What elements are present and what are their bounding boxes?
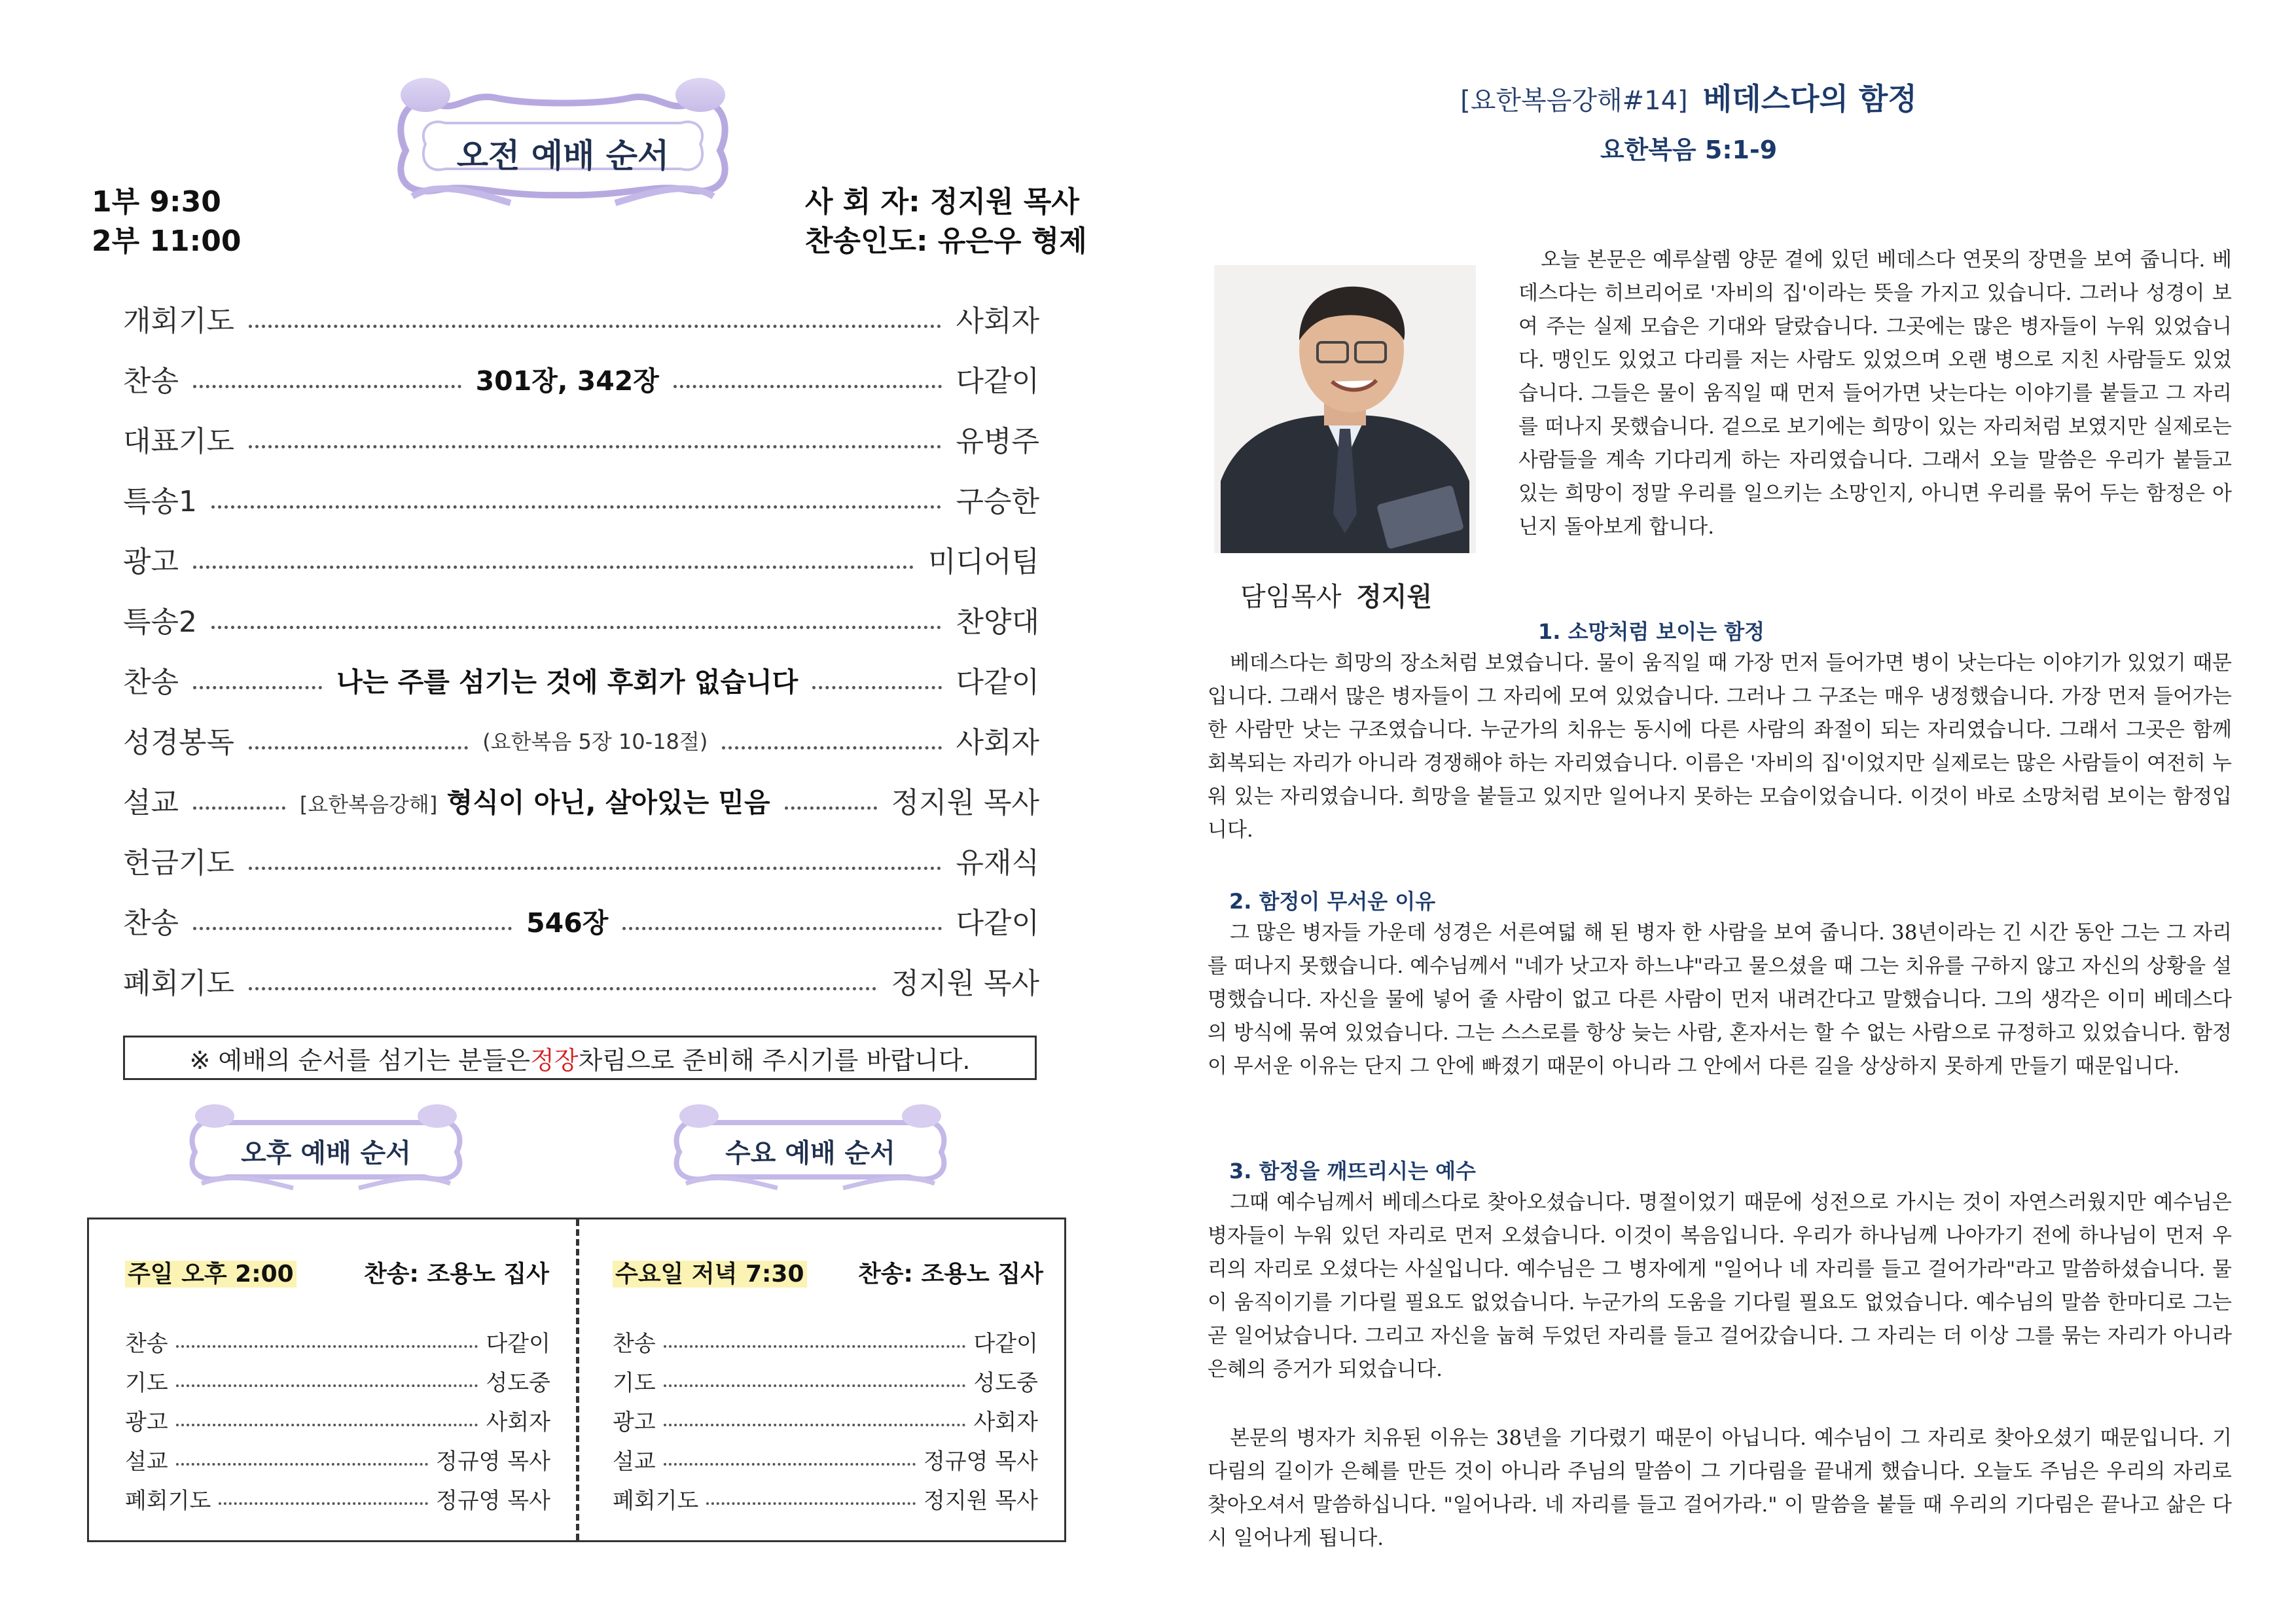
notice-emphasis: 정장 bbox=[530, 1045, 579, 1075]
order-item: 특송2 찬양대 bbox=[123, 605, 1039, 639]
pastor-photo bbox=[1214, 265, 1476, 553]
sermon-intro: 오늘 본문은 예루살렘 양문 곁에 있던 베데스다 연못의 장면을 보여 줍니다. 베데스다는 히브리어로 '자비의 집'이라는 뜻을 가지고 있습니다. 그러나 성경이 보여 주는 실제 모습은 기대와 달랐습니다. 그곳에는 많은 병자들이 누워 있었습니다. 맹인도 있었고 다리를 저는 사람도 있었으며 오랜 병으로 지친 사람들도 있었습니다. 그들은 물이 움직일 때 먼저 들어가면 낫는다는 이야기를 붙들고 그 자리를 떠나지 못했습니다. 겉으로 보기에는 희망이 있는 자리처럼 보였지만 실제로는 사람들을 계속 기다리게 하는 자리였습니다. 그래서 오늘 말씀은 우리가 붙들고 있는 희망이 정말 우리를 일으키는 소망인지, 아니면 우리를 묶어 두는 함정은 아닌지 돌아보게 합니다. bbox=[1518, 248, 2232, 539]
wednesday-time: 수요일 저녁 7:30 bbox=[613, 1255, 807, 1289]
afternoon-hymn-leader: 찬송: 조용노 집사 bbox=[364, 1261, 549, 1288]
sermon-closing: 본문의 병자가 치유된 이유는 38년을 기다렸기 때문이 아닙니다. 예수님이 그 자리로 찾아오셨기 때문입니다. 기다림의 길이가 은혜를 만든 것이 아니라 주님의 말씀이 그 기다림을 끝내게 했습니다. 오늘도 주님은 우리의 자리로 찾아오셔서 말씀하십니다. "일어나라. 네 자리를 들고 걸어가라." 이 말씀을 붙들 때 우리의 기다림은 끝나고 삶은 다시 일어나게 됩니다. bbox=[1208, 1426, 2232, 1550]
pastor-portrait-icon bbox=[1214, 265, 1476, 553]
morning-service-title: 오전 예배 순서 bbox=[456, 137, 670, 175]
afternoon-order-item: 폐회기도 정규영 목사 bbox=[125, 1487, 550, 1514]
order-item: 폐회기도 정지원 목사 bbox=[123, 967, 1039, 1000]
order-item: 성경봉독 (요한복음 5장 10-18절) 사회자 bbox=[123, 726, 1040, 759]
order-item: 특송1 구승한 bbox=[123, 485, 1039, 518]
column-divider bbox=[576, 1219, 579, 1540]
afternoon-order-item: 기도 성도중 bbox=[125, 1369, 550, 1396]
wednesday-order-item: 기도 성도중 bbox=[613, 1369, 1038, 1396]
afternoon-order-item: 광고 사회자 bbox=[125, 1409, 550, 1435]
leader-hymn: 찬송인도: 유은우 형제 bbox=[805, 225, 1087, 258]
pastor-name: 정지원 bbox=[1356, 582, 1433, 612]
section-2-heading: 2. 함정이 무서운 이유 bbox=[1229, 889, 1436, 914]
order-item: 광고 미디어팀 bbox=[123, 545, 1039, 579]
wednesday-order-item: 설교 정규영 목사 bbox=[613, 1448, 1038, 1475]
service-time-first: 1부 9:30 bbox=[92, 185, 221, 219]
wednesday-service-title: 수요 예배 순서 bbox=[725, 1138, 895, 1168]
leader-host: 사 회 자: 정지원 목사 bbox=[805, 185, 1079, 219]
wednesday-hymn-leader: 찬송: 조용노 집사 bbox=[858, 1261, 1043, 1288]
order-item: 개회기도 사회자 bbox=[123, 304, 1039, 338]
section-3-heading: 3. 함정을 깨뜨리시는 예수 bbox=[1229, 1159, 1476, 1183]
service-time-second: 2부 11:00 bbox=[92, 225, 242, 258]
wednesday-title-banner bbox=[660, 1100, 961, 1191]
pastor-role: 담임목사 bbox=[1240, 582, 1342, 612]
order-item: 찬송 301장, 342장 다같이 bbox=[123, 365, 1040, 398]
afternoon-service-title: 오후 예배 순서 bbox=[241, 1138, 411, 1168]
order-item: 찬송 나는 주를 섬기는 것에 후회가 없습니다 다같이 bbox=[123, 666, 1040, 699]
section-3-body: 그때 예수님께서 베데스다로 찾아오셨습니다. 명절이었기 때문에 성전으로 가시는 것이 자연스러웠지만 예수님은 병자들이 누워 있던 자리로 먼저 오셨습니다. 이것이 복음입니다. 우리가 하나님께 나아가기 전에 하나님이 먼저 우리의 자리로 오셨다는 사실입니다. 예수님은 그 병자에게 "일어나 네 자리를 들고 걸어가라"라고 말씀하셨습니다. 물이 움직이기를 기다릴 필요도 없었습니다. 누군가의 도움을 기다릴 필요도 없었습니다. 예수님의 말씀 한마디로 그는 곧 일어났습니다. 그리고 자신을 눕혀 두었던 자리를 들고 걸어갔습니다. 그 자리는 더 이상 그를 묶는 자리가 아니라 은혜의 증거가 되었습니다. bbox=[1208, 1191, 2232, 1381]
order-item: 설교 [요한복음강해] 형식이 아닌, 살아있는 믿음 정지원 목사 bbox=[123, 786, 1040, 820]
section-1-heading: 1. 소망처럼 보이는 함정 bbox=[1538, 619, 1765, 644]
order-item: 대표기도 유병주 bbox=[123, 425, 1039, 458]
wednesday-order-item: 광고 사회자 bbox=[613, 1409, 1038, 1435]
sermon-title: 베데스다의 함정 bbox=[1702, 81, 1917, 117]
wednesday-order-item: 찬송 다같이 bbox=[613, 1330, 1038, 1357]
section-1-body: 베데스다는 희망의 장소처럼 보였습니다. 물이 움직일 때 가장 먼저 들어가면 병이 낫는다는 이야기가 있었기 때문입니다. 그래서 많은 병자들이 그 자리에 모여 있었습니다. 그러나 그 구조는 매우 냉정했습니다. 가장 먼저 들어가는 한 사람만 낫는 구조였습니다. 누군가의 치유는 동시에 다른 사람의 좌절이 되는 자리였습니다. 그래서 그곳은 함께 회복되는 자리가 아니라 경쟁해야 하는 자리였습니다. 이름은 '자비의 집'이었지만 실제로는 많은 사람들이 여전히 누워 있는 자리였습니다. 희망을 붙들고 있지만 일어나지 못하는 모습이었습니다. 이것이 바로 소망처럼 보이는 함정입니다. bbox=[1208, 651, 2232, 842]
scripture-reference: 요한복음 5:1-9 bbox=[1600, 135, 1778, 164]
afternoon-order-item: 찬송 다같이 bbox=[125, 1330, 550, 1357]
afternoon-order-item: 설교 정규영 목사 bbox=[125, 1448, 550, 1475]
secondary-services-box bbox=[87, 1218, 1066, 1542]
wednesday-order-item: 폐회기도 정지원 목사 bbox=[613, 1487, 1038, 1514]
sermon-heading bbox=[1204, 75, 2173, 118]
pastor-caption bbox=[1240, 576, 1432, 613]
order-item: 찬송 546장 다같이 bbox=[123, 907, 1040, 940]
order-item: 헌금기도 유재식 bbox=[123, 846, 1039, 880]
dress-code-notice: ※ 예배의 순서를 섬기는 분들은 정장 차림으로 준비해 주시기를 바랍니다. bbox=[123, 1036, 1037, 1080]
afternoon-title-banner bbox=[175, 1100, 476, 1191]
morning-title-banner bbox=[380, 65, 746, 206]
series-kicker: [요한복음강해#14] bbox=[1460, 86, 1688, 116]
section-2-body: 그 많은 병자들 가운데 성경은 서른여덟 해 된 병자 한 사람을 보여 줍니다. 38년이라는 긴 시간 동안 그는 그 자리를 떠나지 못했습니다. 예수님께서 "네가 낫고자 하느냐"라고 물으셨을 때 그는 치유를 구하지 않고 자신의 상황을 설명했습니다. 자신을 물에 넣어 줄 사람이 없고 다른 사람이 먼저 내려간다고 말했습니다. 그의 생각은 이미 베데스다의 방식에 묶여 있었습니다. 그는 스스로를 항상 늦는 사람, 혼자서는 할 수 없는 사람으로 규정하고 있었습니다. 함정이 무서운 이유는 단지 그 안에 빠졌기 때문이 아니라 그 안에서 다른 길을 상상하지 못하게 만들기 때문입니다. bbox=[1208, 921, 2232, 1078]
afternoon-time: 주일 오후 2:00 bbox=[125, 1255, 296, 1289]
